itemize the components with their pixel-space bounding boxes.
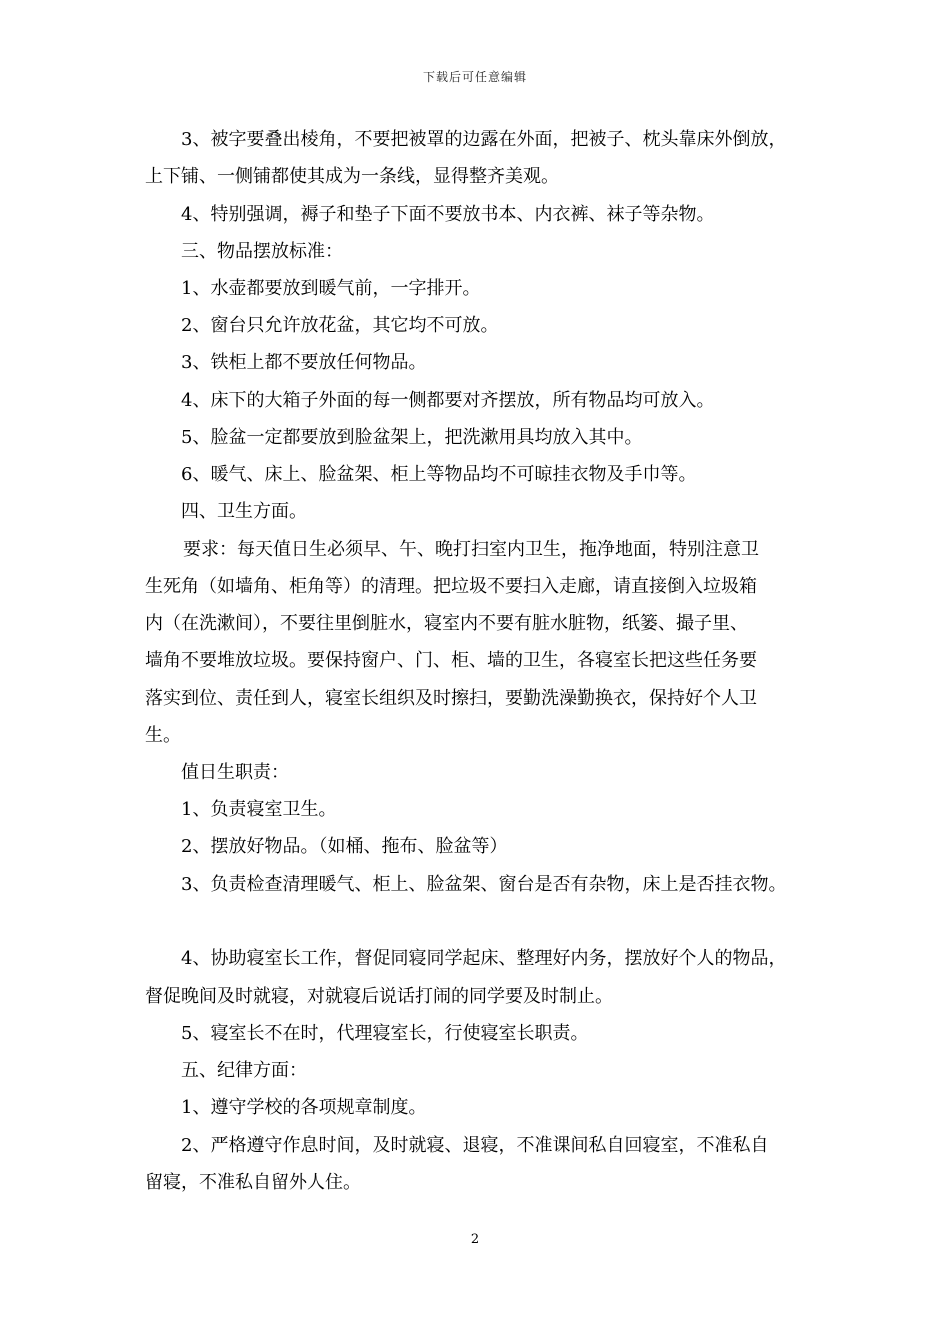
section-heading: 值日生职责：	[181, 762, 289, 783]
section-heading: 五、纪律方面：	[181, 1060, 307, 1081]
section-heading: 四、卫生方面。	[181, 501, 307, 522]
paragraph-line: 3、负责检查清理暖气、柜上、脸盆架、窗台是否有杂物，床上是否挂衣物。	[181, 874, 787, 895]
paragraph-line: 上下铺、一侧铺都使其成为一条线，显得整齐美观。	[145, 166, 559, 187]
paragraph-line: 2、严格遵守作息时间，及时就寝、退寝，不准课间私自回寝室，不准私自	[181, 1135, 769, 1156]
paragraph-line: 6、暖气、床上、脸盆架、柜上等物品均不可晾挂衣物及手巾等。	[181, 464, 697, 485]
paragraph-line: 3、铁柜上都不要放任何物品。	[181, 352, 427, 373]
paragraph-line: 要求：每天值日生必须早、午、晚打扫室内卫生，拖净地面，特别注意卫	[183, 539, 759, 560]
page-number: 2	[470, 1232, 480, 1247]
paragraph-line: 1、遵守学校的各项规章制度。	[181, 1097, 427, 1118]
paragraph-line: 4、特别强调，褥子和垫子下面不要放书本、内衣裤、袜子等杂物。	[181, 204, 715, 225]
paragraph-line: 4、床下的大箱子外面的每一侧都要对齐摆放，所有物品均可放入。	[181, 390, 715, 411]
paragraph-line: 留寝，不准私自留外人住。	[145, 1172, 361, 1193]
paragraph-line: 内（在洗漱间），不要往里倒脏水，寝室内不要有脏水脏物，纸篓、撮子里、	[145, 613, 748, 634]
paragraph-line: 生。	[145, 725, 181, 746]
paragraph-line: 5、寝室长不在时，代理寝室长，行使寝室长职责。	[181, 1023, 589, 1044]
page-header: 下载后可任意编辑	[422, 70, 527, 84]
paragraph-line: 1、水壶都要放到暖气前，一字排开。	[181, 278, 481, 299]
paragraph-line: 生死角（如墙角、柜角等）的清理。把垃圾不要扫入走廊，请直接倒入垃圾箱	[145, 576, 757, 597]
paragraph-line: 2、摆放好物品。（如桶、拖布、脸盆等）	[181, 836, 508, 857]
paragraph-line: 2、窗台只允许放花盆，其它均不可放。	[181, 315, 499, 336]
paragraph-line: 墙角不要堆放垃圾。要保持窗户、门、柜、墙的卫生，各寝室长把这些任务要	[145, 650, 757, 671]
paragraph-line: 4、协助寝室长工作，督促同寝同学起床、整理好内务，摆放好个人的物品，	[181, 948, 787, 969]
paragraph-line: 1、负责寝室卫生。	[181, 799, 337, 820]
section-heading: 三、物品摆放标准：	[181, 241, 343, 262]
paragraph-line: 5、脸盆一定都要放到脸盆架上，把洗漱用具均放入其中。	[181, 427, 643, 448]
paragraph-line: 3、被字要叠出棱角，不要把被罩的边露在外面，把被子、枕头靠床外倒放，	[181, 129, 787, 150]
paragraph-line: 落实到位、责任到人，寝室长组织及时擦扫，要勤洗澡勤换衣，保持好个人卫	[145, 688, 757, 709]
paragraph-line: 督促晚间及时就寝，对就寝后说话打闹的同学要及时制止。	[145, 986, 613, 1007]
